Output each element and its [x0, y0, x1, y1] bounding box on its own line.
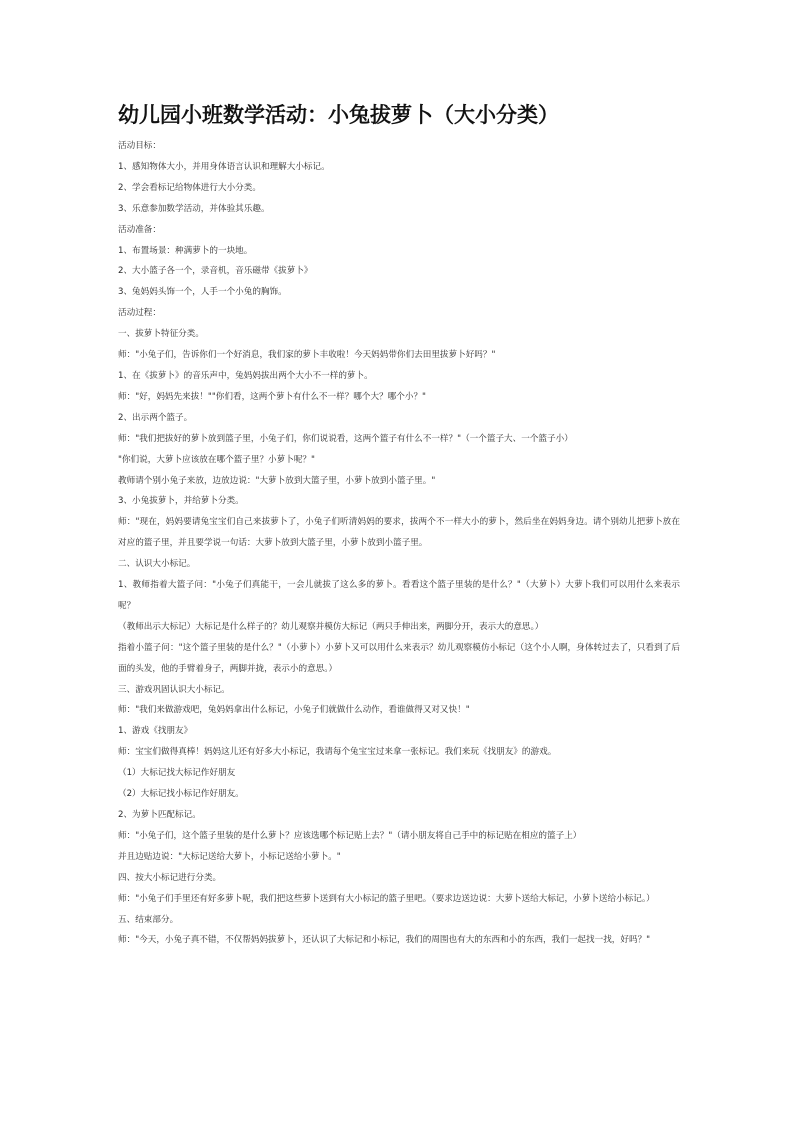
body-line: 师："我们来做游戏吧，兔妈妈拿出什么标记，小兔子们就做什么动作，看谁做得又对又快！"	[118, 705, 470, 716]
body-line: 3、小兔拔萝卜，并给萝卜分类。	[118, 496, 244, 507]
body-line: （教师出示大标记）大标记是什么样子的？幼儿观察并模仿大标记（两只手伸出来，两脚分开，表示大的意思。）	[118, 621, 544, 632]
body-line: 师："小兔子们，这个篮子里装的是什么萝卜？应该选哪个标记贴上去？"（请小朋友将自己手中的标记贴在相应的篮子上）	[118, 830, 582, 841]
body-line: 四、按大小标记进行分类。	[118, 872, 222, 883]
body-line: 活动准备：	[118, 224, 161, 235]
body-line: 五、结束部分。	[118, 914, 179, 925]
body-line: 活动目标：	[118, 141, 161, 151]
body-line: （1）大标记找大标记作好朋友	[118, 768, 236, 779]
body-paragraph: 1、教师指着大篮子问："小兔子们真能干，一会儿就拔了这么多的萝卜。看看这个篮子里装的是什么？"（大萝卜）大萝卜我们可以用什么来表示呢？	[118, 580, 680, 611]
body-line: （2）大标记找小标记作好朋友。	[118, 789, 244, 800]
body-line: 师："小兔子们，告诉你们一个好消息，我们家的萝卜丰收啦！今天妈妈带你们去田里拔萝卜好吗？"	[118, 350, 496, 361]
document-page	[118, 100, 680, 951]
body-line: 2、出示两个篮子。	[118, 412, 193, 423]
body-line: 师：宝宝们做得真棒！妈妈这儿还有好多大小标记，我请每个兔宝宝过来拿一张标记。我们来玩《找朋友》的游戏。	[118, 747, 557, 758]
body-paragraph: 指着小篮子问："这个篮子里装的是什么？"（小萝卜）小萝卜又可以用什么来表示？幼儿观察模仿小标记（这个小人啊，身体转过去了，只看到了后面的头发，他的手臂着身子，两脚并拢，表示小的意思。）	[118, 642, 680, 674]
body-line: 二、认识大小标记。	[118, 559, 196, 570]
body-line: 活动过程：	[118, 308, 161, 319]
body-line: 三、游戏巩固认识大小标记。	[118, 684, 230, 695]
body-line: 师："好，妈妈先来拔！""你们看，这两个萝卜有什么不一样？哪个大？哪个小？"	[118, 391, 427, 402]
document-title: 幼儿园小班数学活动：小兔拔萝卜（大小分类）	[118, 102, 559, 127]
body-line: 1、游戏《找朋友》	[118, 726, 193, 737]
document-body	[118, 136, 680, 951]
body-line: 2、学会看标记给物体进行大小分类。	[118, 182, 261, 193]
body-line: 3、兔妈妈头饰一个，人手一个小兔的胸饰。	[118, 287, 287, 298]
body-line: 2、为萝卜匹配标记。	[118, 810, 201, 820]
body-line: 2、大小篮子各一个，录音机，音乐磁带《拔萝卜》	[118, 266, 313, 277]
body-line: "你们说，大萝卜应该放在哪个篮子里？小萝卜呢？"	[118, 454, 315, 465]
body-paragraph: 师："今天，小兔子真不错，不仅帮妈妈拔萝卜，还认识了大标记和小标记，我们的周围也有大的东西和小的东西，我们一起找一找，好吗？"	[118, 935, 651, 946]
body-line: 师："我们把拔好的萝卜放到篮子里，小兔子们，你们说说看，这两个篮子有什么不一样？"（一个篮子大、一个篮子小）	[118, 433, 573, 444]
body-line: 并且边贴边说："大标记送给大萝卜，小标记送给小萝卜。"	[118, 851, 341, 862]
body-paragraph: 师："小兔子们手里还有好多萝卜呢，我们把这些萝卜送到有大小标记的篮子里吧。（要求边送边说：大萝卜送给大标记，小萝卜送给小标记。）	[118, 893, 655, 904]
body-line: 1、感知物体大小，并用身体语言认识和理解大小标记。	[118, 161, 330, 172]
body-line: 教师请个别小兔子来放，边放边说："大萝卜放到大篮子里，小萝卜放到小篮子里。"	[118, 475, 436, 486]
body-line: 1、在《拔萝卜》的音乐声中，兔妈妈拔出两个大小不一样的萝卜。	[118, 370, 373, 381]
body-line: 1、布置场景：种满萝卜的一块地。	[118, 245, 253, 256]
body-paragraph: 师："现在，妈妈要请兔宝宝们自己来拔萝卜了，小兔子们听清妈妈的要求，拔两个不一样大小的萝卜，然后坐在妈妈身边。请个别幼儿把萝卜放在对应的篮子里，并且要学说一句话：大萝卜放到大篮子里，小萝卜放到小篮子里。	[118, 517, 680, 549]
body-line: 3、乐意参加数学活动，并体验其乐趣。	[118, 203, 270, 214]
body-line: 一、拔萝卜特征分类。	[118, 329, 204, 340]
